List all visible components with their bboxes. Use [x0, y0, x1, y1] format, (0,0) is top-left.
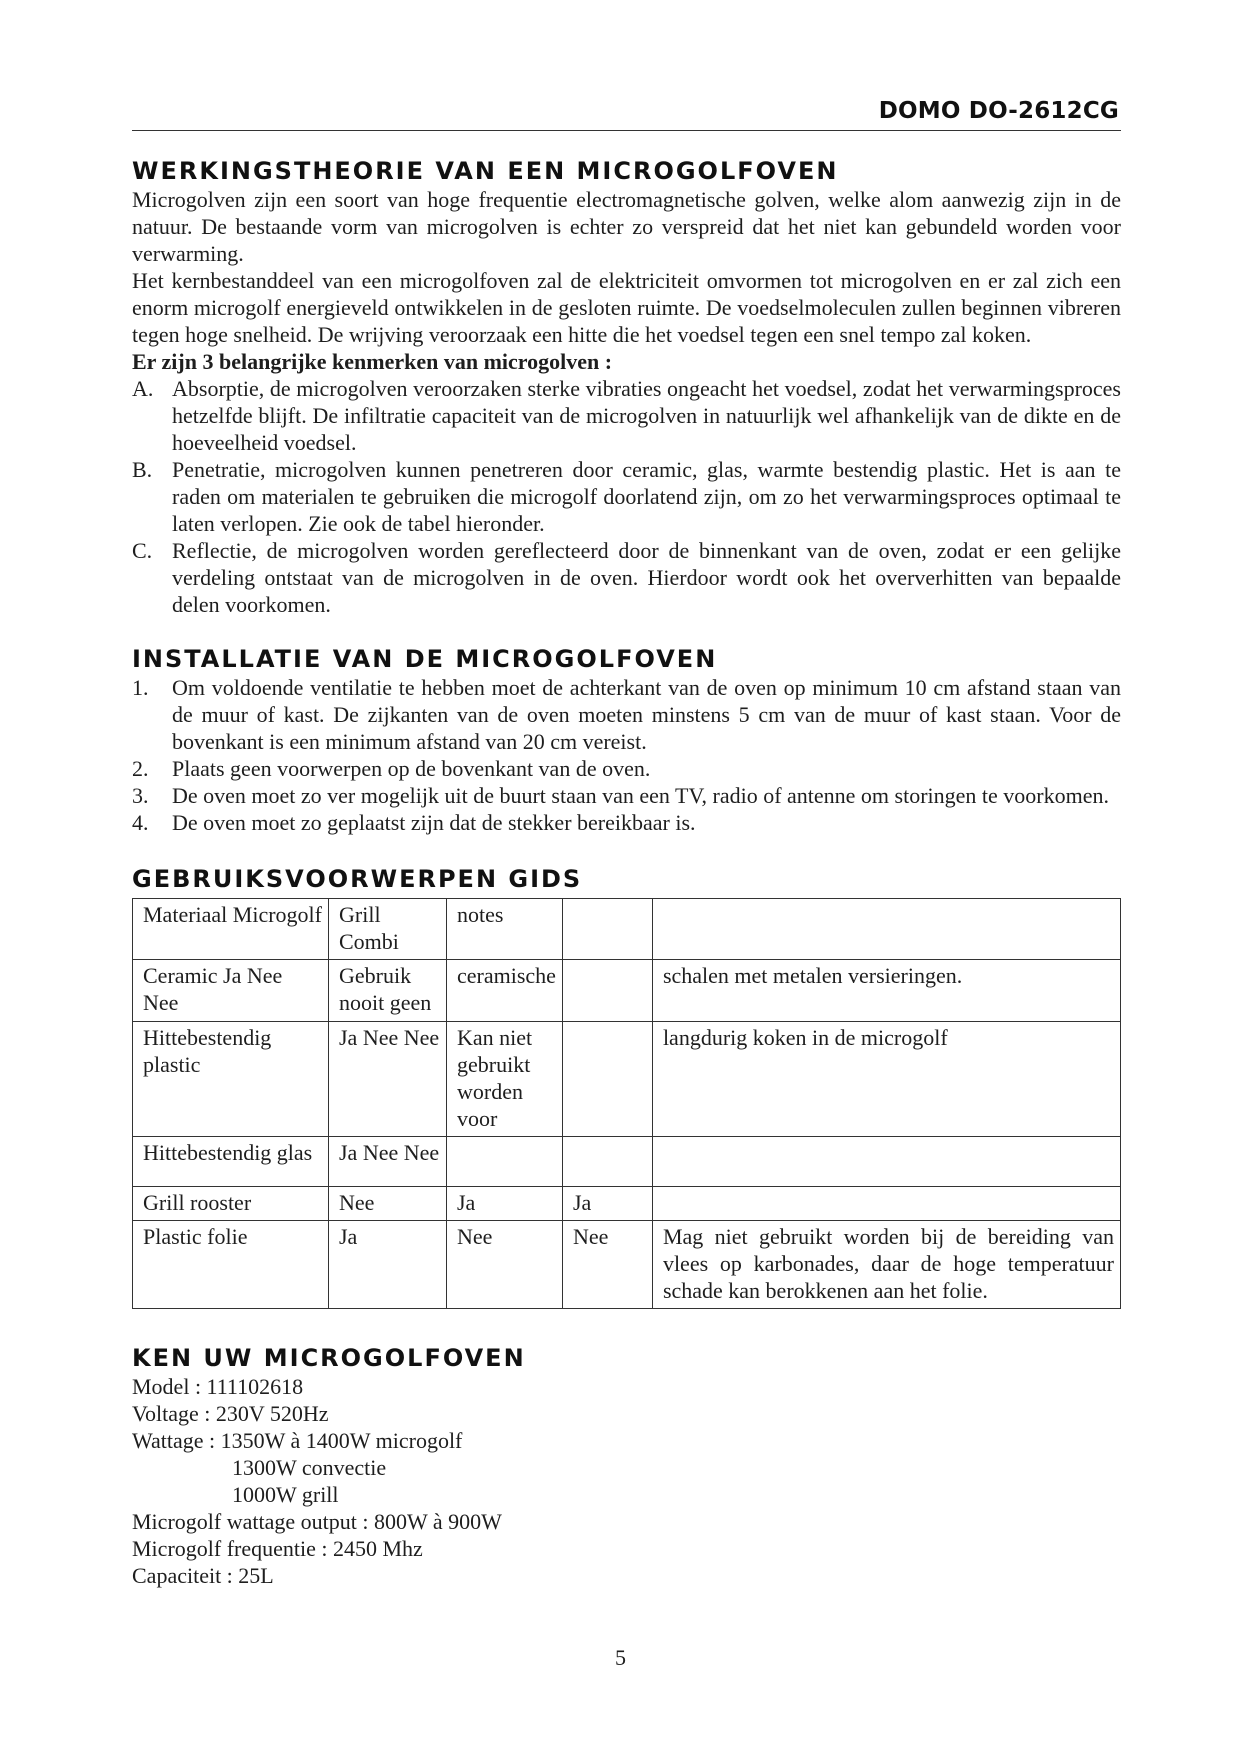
list-marker: 1.	[132, 675, 149, 700]
table-cell	[562, 960, 652, 1022]
list-text: Reflectie, de microgolven worden gereflecteerd door de binnenkant van de oven, zodat er een gelijke verdeling ontstaat van de microgolven in de oven. Hierdoor wordt ook het oververhitten van bepaalde delen voorkomen.	[172, 538, 1121, 617]
table-cell	[562, 1022, 652, 1137]
table-cell	[562, 1137, 652, 1187]
spec-wattage-convection: 1300W convectie	[232, 1455, 387, 1480]
section-title: INSTALLATIE VAN DE MICROGOLFOVEN	[132, 645, 718, 673]
list-item	[132, 782, 1121, 809]
table-cell: Gebruik nooit geen	[329, 960, 447, 1022]
list-text: De oven moet zo ver mogelijk uit de buurt staan van een TV, radio of antenne om storingen te voorkomen.	[172, 783, 1109, 808]
list-item	[132, 809, 1121, 836]
table-cell	[562, 899, 652, 960]
spec-wattage: Wattage : 1350W à 1400W microgolf	[132, 1428, 463, 1453]
list-marker: 3.	[132, 783, 149, 808]
list-item	[132, 537, 1121, 618]
table-cell: Plastic folie	[133, 1221, 329, 1309]
table-cell: Grill rooster	[133, 1187, 329, 1221]
table-cell: Nee	[562, 1221, 652, 1309]
table-cell: Ja	[329, 1221, 447, 1309]
table-cell	[652, 1137, 1120, 1187]
list-text: De oven moet zo geplaatst zijn dat de stekker bereikbaar is.	[172, 810, 696, 835]
table-cell: notes	[447, 899, 563, 960]
table-cell: ceramische	[447, 960, 563, 1022]
table-cell	[447, 1137, 563, 1187]
spec-model: Model : 111102618	[132, 1374, 304, 1399]
section-title: WERKINGSTHEORIE VAN EEN MICROGOLFOVEN	[132, 157, 839, 185]
spec-frequency: Microgolf frequentie : 2450 Mhz	[132, 1536, 423, 1561]
utensils-table	[132, 898, 1121, 1309]
table-cell: Nee	[329, 1187, 447, 1221]
header-divider	[132, 130, 1121, 131]
list-marker: A.	[132, 376, 154, 401]
table-row	[133, 899, 1121, 960]
table-cell: Ja	[562, 1187, 652, 1221]
table-cell: Kan niet gebruikt worden voor	[447, 1022, 563, 1137]
table-cell: Ja Nee Nee	[329, 1137, 447, 1187]
table-cell: Nee	[447, 1221, 563, 1309]
feature-list	[132, 375, 1121, 618]
table-cell: Hittebestendig plastic	[133, 1022, 329, 1137]
spec-output: Microgolf wattage output : 800W à 900W	[132, 1509, 502, 1534]
table-cell	[652, 899, 1120, 960]
table-cell: Ja Nee Nee	[329, 1022, 447, 1137]
list-text: Om voldoende ventilatie te hebben moet de achterkant van de oven op minimum 10 cm afstand staan van de muur of kast. De zijkanten van de oven moeten minstens 5 cm van de muur of kast staan. Voor de bovenkant is een minimum afstand van 20 cm vereist.	[172, 675, 1121, 754]
header-brand: DOMO DO-2612CG	[878, 98, 1119, 124]
section-title: GEBRUIKSVOORWERPEN GIDS	[132, 865, 583, 893]
table-row	[133, 1137, 1121, 1187]
page-content	[132, 156, 1121, 1589]
list-marker: C.	[132, 538, 153, 563]
paragraph: Microgolven zijn een soort van hoge frequentie electromagnetische golven, welke alom aanwezig zijn in de natuur. De bestaande vorm van microgolven is echter zo verspreid dat het niet kan gebundeld worden voor verwarming.	[132, 187, 1121, 266]
table-cell	[652, 1187, 1120, 1221]
list-item	[132, 674, 1121, 755]
list-item	[132, 375, 1121, 456]
table-cell: Ceramic Ja Nee Nee	[133, 960, 329, 1022]
page-number: 5	[615, 1645, 626, 1670]
list-text: Plaats geen voorwerpen op de bovenkant van de oven.	[172, 756, 651, 781]
table-cell: schalen met metalen versieringen.	[652, 960, 1120, 1022]
list-marker: 2.	[132, 756, 149, 781]
list-item	[132, 456, 1121, 537]
installation-list	[132, 674, 1121, 836]
table-cell: Grill Combi	[329, 899, 447, 960]
table-cell: Materiaal Microgolf	[133, 899, 329, 960]
section-ken-uw-microgolfoven	[132, 1343, 1121, 1589]
table-cell: Ja	[447, 1187, 563, 1221]
table-row	[133, 1022, 1121, 1137]
table-row	[133, 960, 1121, 1022]
table-cell: Mag niet gebruikt worden bij de bereiding van vlees op karbonades, daar de hoge temperatuur schade kan berokkenen aan het folie.	[652, 1221, 1120, 1309]
section-werkingstheorie	[132, 156, 1121, 618]
table-cell: langdurig koken in de microgolf	[652, 1022, 1120, 1137]
table-row	[133, 1221, 1121, 1309]
spec-capacity: Capaciteit : 25L	[132, 1563, 274, 1588]
table-cell: Hittebestendig glas	[133, 1137, 329, 1187]
list-text: Penetratie, microgolven kunnen penetreren door ceramic, glas, warmte bestendig plastic. Het is aan te raden om materialen te gebruiken die microgolf doorlatend zijn, om zo het verwarmingsproces optimaal te laten verlopen. Zie ook de tabel hieronder.	[172, 457, 1121, 536]
section-title: KEN UW MICROGOLFOVEN	[132, 1344, 526, 1372]
spec-wattage-grill: 1000W grill	[232, 1482, 339, 1507]
list-item	[132, 755, 1121, 782]
list-marker: B.	[132, 457, 153, 482]
section-gebruiksvoorwerpen	[132, 864, 1121, 1309]
subheading: Er zijn 3 belangrijke kenmerken van microgolven :	[132, 349, 613, 374]
spec-voltage: Voltage : 230V 520Hz	[132, 1401, 329, 1426]
list-text: Absorptie, de microgolven veroorzaken sterke vibraties ongeacht het voedsel, zodat het verwarmingsproces hetzelfde blijft. De infiltratie capaciteit van de microgolven in natuurlijk wel afhankelijk van de dikte en de hoeveelheid voedsel.	[172, 376, 1121, 455]
list-marker: 4.	[132, 810, 149, 835]
paragraph: Het kernbestanddeel van een microgolfoven zal de elektriciteit omvormen tot microgolven en er zal zich een enorm microgolf energieveld ontwikkelen in de gesloten ruimte. De voedselmoleculen zullen beginnen vibreren tegen hoge snelheid. De wrijving veroorzaak een hitte die het voedsel tegen een snel tempo zal koken.	[132, 268, 1121, 347]
section-installatie	[132, 644, 1121, 836]
table-row	[133, 1187, 1121, 1221]
